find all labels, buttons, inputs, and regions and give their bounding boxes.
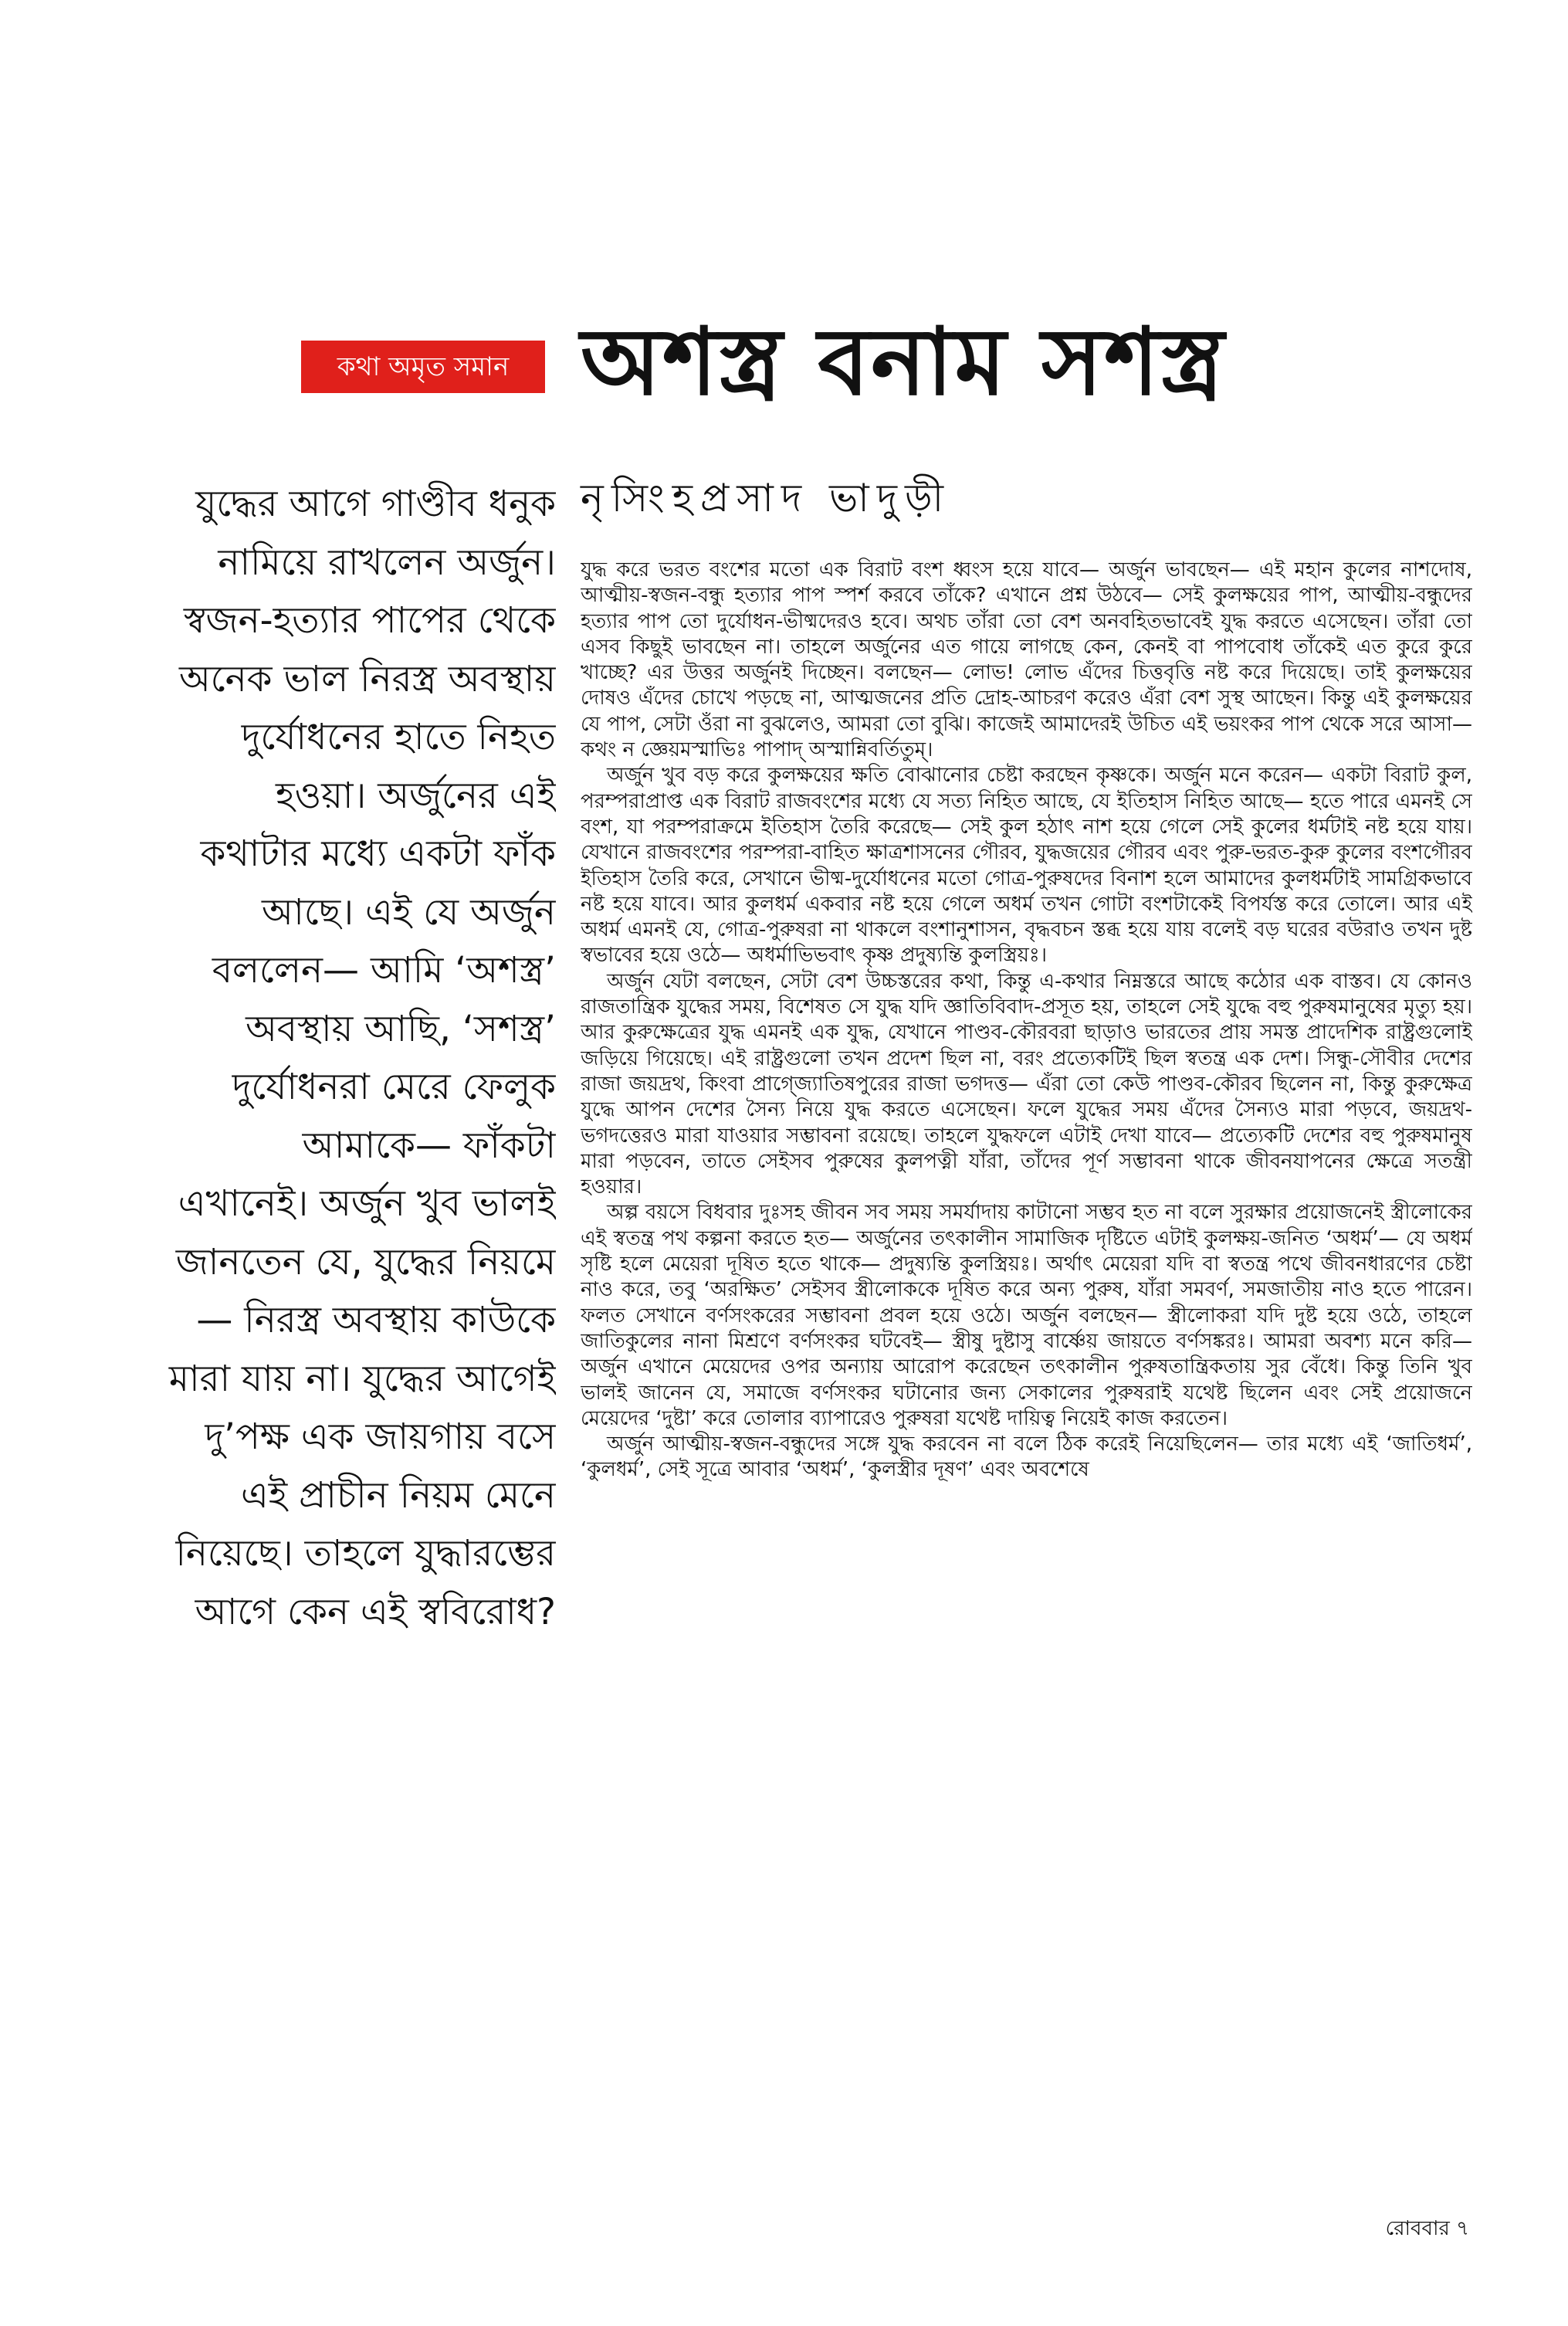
article-paragraph: অর্জুন যেটা বলছেন, সেটা বেশ উচ্চস্তরের কথা, কিন্তু এ-কথার নিম্নস্তরে আছে কঠোর এক বাস্তব। যে কোনও রাজতান্ত্রিক যুদ্ধের সময়, বিশেষত সে যুদ্ধ যদি জ্ঞাতিবিবাদ-প্রসূত হয়, তাহলে সেই যুদ্ধে বহু পুরুষমানুষের মৃত্যু হয়। আর কুরুক্ষেত্রের যুদ্ধ এমনই এক যুদ্ধ, যেখানে পাণ্ডব-কৌরবরা ছাড়াও ভারতের প্রায় সমস্ত প্রাদেশিক রাষ্ট্রগুলোই জড়িয়ে গিয়েছে। এই রাষ্ট্রগুলো তখন প্রদেশ ছিল না, বরং প্রত্যেকটিই ছিল স্বতন্ত্র এক দেশ। সিন্ধু-সৌবীর দেশের রাজা জয়দ্রথ, কিংবা প্রাগ্জ্যোতিষপুরের রাজা ভগদত্ত— এঁরা তো কেউ পাণ্ডব-কৌরব ছিলেন না, কিন্তু কুরুক্ষেত্র যুদ্ধে আপন দেশের সৈন্য নিয়ে যুদ্ধ করতে এসেছেন। ফলে যুদ্ধের সময় এঁদের সৈন্যও মারা পড়বে, জয়দ্রথ-ভগদত্তেরও মারা যাওয়ার সম্ভাবনা রয়েছে। তাহলে যুদ্ধফলে এটাই দেখা যাবে— প্রত্যেকটি দেশের বহু পুরুষমানুষ মারা পড়বেন, তাতে সেইসব পুরুষের কুলপত্নী যাঁরা, তাঁদের পূর্ণ সম্ভাবনা থাকে জীবনযাপনের ক্ষেত্রে সতন্ত্রী হওয়ার।: [581, 969, 1472, 1199]
article-paragraph: যুদ্ধ করে ভরত বংশের মতো এক বিরাট বংশ ধ্বংস হয়ে যাবে— অর্জুন ভাবছেন— এই মহান কুলের নাশদোষ, আত্মীয়-স্বজন-বন্ধু হত্যার পাপ স্পর্শ করবে তাঁকে? এখানে প্রশ্ন উঠবে— সেই কুলক্ষয়ের পাপ, আত্মীয়-বন্ধুদের হত্যার পাপ তো দুর্যোধন-ভীষ্মদেরও হবে। অথচ তাঁরা তো বেশ অনবহিতভাবেই যুদ্ধ করতে এসেছেন। তাঁরা তো এসব কিছুই ভাবছেন না। তাহলে অর্জুনের এত গায়ে লাগছে কেন, কেনই বা পাপবোধ তাঁকেই এত কুরে কুরে খাচ্ছে? এর উত্তর অর্জুনই দিচ্ছেন। বলছেন— লোভ! লোভ এঁদের চিত্তবৃত্তি নষ্ট করে দিয়েছে। তাই কুলক্ষয়ের দোষও এঁদের চোখে পড়ছে না, আত্মজনের প্রতি দ্রোহ-আচরণ করেও এঁরা বেশ সুস্থ আছেন। কিন্তু এই কুলক্ষয়ের যে পাপ, সেটা ওঁরা না বুঝলেও, আমরা তো বুঝি। কাজেই আমাদেরই উচিত এই ভয়ংকর পাপ থেকে সরে আসা— কথং ন জ্ঞেয়মস্মাভিঃ পাপাদ্ অস্মান্নিবর্তিতুম্।: [581, 558, 1472, 762]
article-title: অশস্ত্র বনাম সশস্ত্র: [581, 309, 1226, 416]
pull-quote-text: যুদ্ধের আগে গাণ্ডীব ধনুক নামিয়ে রাখলেন অর্জুন। স্বজন-হত্যার পাপের থেকে অনেক ভাল নিরস্ত্র অবস্থায় দুর্যোধনের হাতে নিহত হওয়া। অর্জুনের এই কথাটার মধ্যে একটা ফাঁক আছে। এই যে অর্জুন বললেন— আমি ‘অশস্ত্র’ অবস্থায় আছি, ‘সশস্ত্র’ দুর্যোধনরা মেরে ফেলুক আমাকে— ফাঁকটা এখানেই। অর্জুন খুব ভালই জানতেন যে, যুদ্ধের নিয়মে— নিরস্ত্র অবস্থায় কাউকে মারা যায় না। যুদ্ধের আগেই দু’পক্ষ এক জায়গায় বসে এই প্রাচীন নিয়ম মেনে নিয়েছে। তাহলে যুদ্ধারম্ভের আগে কেন এই স্ববিরোধ?: [168, 483, 556, 1633]
series-label-badge: কথা অমৃত সমান: [301, 341, 545, 393]
author-byline: নৃসিংহপ্রসাদ ভাদুড়ী: [581, 476, 952, 520]
article-paragraph: অর্জুন খুব বড় করে কুলক্ষয়ের ক্ষতি বোঝানোর চেষ্টা করছেন কৃষ্ণকে। অর্জুন মনে করেন— একটা বিরাট কুল, পরম্পরাপ্রাপ্ত এক বিরাট রাজবংশের মধ্যে যে সত্য নিহিত আছে, যে ইতিহাস নিহিত আছে— হতে পারে এমনই সে বংশ, যা পরম্পরাক্রমে ইতিহাস তৈরি করেছে— সেই কুল হঠাৎ নাশ হয়ে গেলে সেই কুলের ধর্মটাই নষ্ট হয়ে যায়। যেখানে রাজবংশের পরম্পরা-বাহিত ক্ষাত্রশাসনের গৌরব, যুদ্ধজয়ের গৌরব এবং পুরু-ভরত-কুরু কুলের বংশগৌরব ইতিহাস তৈরি করে, সেখানে ভীষ্ম-দুর্যোধনের মতো গোত্র-পুরুষদের বিনাশ হলে আমাদের কুলধর্মটাই সামগ্রিকভাবে নষ্ট হয়ে যাবে। আর কুলধর্ম একবার নষ্ট হয়ে গেলে অধর্ম তখন গোটা বংশটাকেই বিপর্যস্ত করে তোলে। আর এই অধর্ম এমনই যে, গোত্র-পুরুষরা না থাকলে বংশানুশাসন, বৃদ্ধবচন স্তব্ধ হয়ে যায় বলেই বড় ঘরের বউরাও তখন দুষ্ট স্বভাবের হয়ে ওঠে— অধর্মাভিভবাৎ কৃষ্ণ প্রদুষ্যন্তি কুলস্ত্রিয়ঃ।: [581, 764, 1472, 968]
pull-quote: [166, 475, 556, 1826]
article-paragraph: অল্প বয়সে বিধবার দুঃসহ জীবন সব সময় সমর্যাদায় কাটানো সম্ভব হত না বলে সুরক্ষার প্রয়োজনেই স্ত্রীলোকের এই স্বতন্ত্র পথ কল্পনা করতে হত— অর্জুনের তৎকালীন সামাজিক দৃষ্টিতে এটাই কুলক্ষয়-জনিত ‘অধর্ম’— যে অধর্ম সৃষ্টি হলে মেয়েরা দূষিত হতে থাকে— প্রদুষ্যন্তি কুলস্ত্রিয়ঃ। অর্থাৎ মেয়েরা যদি বা স্বতন্ত্র পথে জীবনধারণের চেষ্টা নাও করে, তবু ‘অরক্ষিত’ সেইসব স্ত্রীলোককে দূষিত করে অন্য পুরুষ, যাঁরা সমবর্ণ, সমজাতীয় নাও হতে পারেন। ফলত সেখানে বর্ণসংকরের সম্ভাবনা প্রবল হয়ে ওঠে। অর্জুন বলছেন— স্ত্রীলোকরা যদি দুষ্ট হয়ে ওঠে, তাহলে জাতিকুলের নানা মিশ্রণে বর্ণসংকর ঘটবেই— স্ত্রীষু দুষ্টাসু বার্ষ্ণেয় জায়তে বর্ণসঙ্করঃ। আমরা অবশ্য মনে করি— অর্জুন এখানে মেয়েদের ওপর অন্যায় আরোপ করেছেন তৎকালীন পুরুষতান্ত্রিকতায় সুর বেঁধে। কিন্তু তিনি খুব ভালই জানেন যে, সমাজে বর্ণসংকর ঘটানোর জন্য সেকালের পুরুষরাই যথেষ্ট ছিলেন এবং সেই প্রয়োজনে মেয়েদের ‘দুষ্টা’ করে তোলার ব্যাপারেও পুরুষরা যথেষ্ট দায়িত্ব নিয়েই কাজ করতেন।: [581, 1201, 1472, 1430]
page-footer-label: রোববার ৭: [1385, 2217, 1469, 2240]
article-paragraph: অর্জুন আত্মীয়-স্বজন-বন্ধুদের সঙ্গে যুদ্ধ করবেন না বলে ঠিক করেই নিয়েছিলেন— তার মধ্যে এই ‘জাতিধর্ম’, ‘কুলধর্ম’, সেই সূত্রে আবার ‘অধর্ম’, ‘কুলস্ত্রীর দূষণ’ এবং অবশেষে: [581, 1433, 1472, 1482]
article-body: [581, 558, 1472, 2202]
